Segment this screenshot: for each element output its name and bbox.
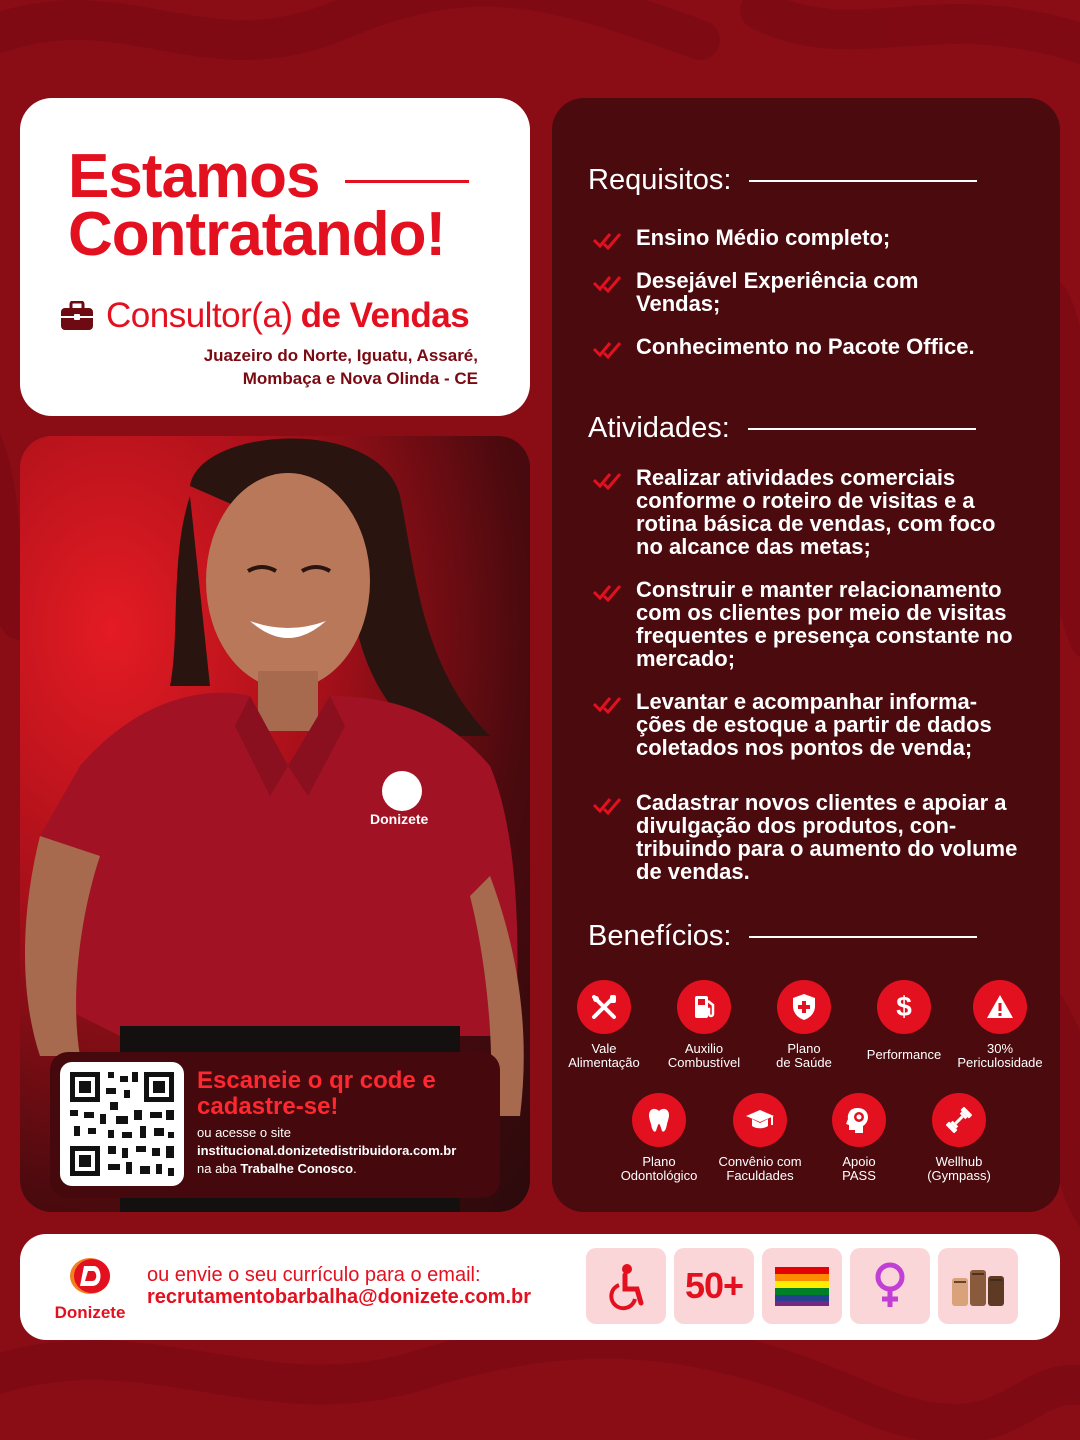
list-item — [592, 791, 1026, 883]
raised-fists-icon — [948, 1264, 1008, 1308]
double-check-icon — [592, 230, 622, 250]
benefit-label: Auxilio Combustível — [667, 1041, 741, 1070]
role-title: de Vendas — [300, 296, 470, 335]
list-item — [592, 335, 1052, 358]
tooth-icon — [643, 1104, 675, 1136]
role-prefix: Consultor(a) — [106, 296, 293, 335]
double-check-icon — [592, 694, 622, 714]
health-shield-icon — [788, 991, 820, 1023]
list-item — [592, 578, 1052, 670]
requirement-text: Conhecimento no Pacote Office. — [636, 334, 975, 359]
donizete-logo-icon — [66, 1256, 114, 1296]
benefit-apoio-pass — [804, 1093, 914, 1183]
headline-rule — [345, 180, 469, 183]
activities-rule — [748, 428, 976, 430]
benefits-title: Benefícios: — [588, 920, 732, 952]
qr-sub-prefix: na aba — [197, 1161, 241, 1176]
headline-line1: Estamos — [68, 142, 320, 211]
utensils-icon — [588, 991, 620, 1023]
list-item — [592, 226, 1052, 249]
qr-title-line2: cadastre-se! — [197, 1093, 339, 1120]
list-item — [592, 269, 966, 315]
qr-title — [197, 1068, 487, 1120]
qr-code[interactable] — [60, 1062, 184, 1186]
dollar-icon — [888, 991, 920, 1023]
benefit-plano-odontologico — [604, 1093, 714, 1183]
benefit-label: Plano Odontológico — [620, 1154, 698, 1183]
warning-icon — [984, 991, 1016, 1023]
female-symbol-icon — [870, 1261, 910, 1311]
age-50-text: 50+ — [684, 1265, 744, 1306]
benefit-vale-alimentacao — [549, 980, 659, 1070]
headline-line2: Contratando! — [68, 200, 446, 269]
locations-line1: Juazeiro do Norte, Iguatu, Assaré, — [203, 346, 478, 365]
benefit-label: Plano de Saúde — [776, 1041, 832, 1070]
list-item — [592, 466, 996, 558]
women-badge — [850, 1248, 930, 1324]
site-link[interactable]: institucional.donizetedistribuidora.com.br — [197, 1143, 457, 1158]
email-address[interactable]: recrutamentobarbalha@donizete.com.br — [147, 1286, 532, 1308]
accessibility-icon — [601, 1261, 651, 1311]
pride-badge — [762, 1248, 842, 1324]
benefit-periculosidade — [945, 980, 1055, 1070]
requirements-rule — [749, 180, 977, 182]
requirement-text: Ensino Médio completo; — [636, 225, 891, 250]
qr-instructions — [197, 1124, 497, 1178]
logo-text: Donizete — [54, 1303, 126, 1322]
activity-text: Levantar e acompanhar informa-ções de estoque a partir de dados coletados nos pontos de venda; — [636, 689, 992, 760]
qr-sub-line1: ou acesse o site — [197, 1125, 291, 1140]
activities-heading — [588, 412, 976, 445]
double-check-icon — [592, 470, 622, 490]
benefit-convenio-faculdades — [705, 1093, 815, 1183]
requirement-text: Desejável Experiência com Vendas; — [636, 268, 919, 316]
activity-text: Realizar atividades comerciais conforme o roteiro de visitas e a rotina básica de vendas, com foco no alcance das metas; — [636, 465, 996, 559]
requirements-heading — [588, 164, 977, 197]
activity-text: Cadastrar novos clientes e apoiar a divulgação dos produtos, con-tribuindo para o aumento do volume de vendas. — [636, 790, 1018, 884]
locations-line2: Mombaça e Nova Olinda - CE — [242, 369, 478, 388]
diversity-badge — [938, 1248, 1018, 1324]
qr-sub-suffix: . — [353, 1161, 357, 1176]
benefit-label: 30% Periculosidade — [957, 1041, 1043, 1070]
page-title — [68, 142, 469, 269]
double-check-icon — [592, 795, 622, 815]
shirt-logo-text: Donizete — [370, 811, 429, 827]
qr-card — [50, 1052, 500, 1198]
activity-text: Construir e manter relacionamento com os clientes por meio de visitas frequentes e presença constante no mercado; — [636, 577, 1013, 671]
benefit-performance — [849, 980, 959, 1062]
benefit-label: Apoio PASS — [842, 1154, 876, 1183]
benefits-rule — [749, 936, 977, 938]
accessibility-badge — [586, 1248, 666, 1324]
benefit-label: Vale Alimentação — [568, 1041, 640, 1070]
dumbbell-icon — [943, 1104, 975, 1136]
tab-name: Trabalhe Conosco — [240, 1161, 354, 1176]
list-item — [592, 690, 1026, 759]
double-check-icon — [592, 273, 622, 293]
benefit-label: Performance — [866, 1047, 942, 1062]
donizete-logo — [50, 1256, 130, 1320]
svg-text:$: $ — [896, 991, 912, 1022]
activities-list — [592, 466, 1052, 883]
pride-flag-icon — [773, 1265, 831, 1307]
requirements-title: Requisitos: — [588, 164, 732, 196]
activities-title: Atividades: — [588, 412, 730, 444]
double-check-icon — [592, 582, 622, 602]
fuel-pump-icon — [688, 991, 720, 1023]
benefit-auxilio-combustivel — [649, 980, 759, 1070]
qr-title-line1: Escaneie o qr code e — [197, 1067, 436, 1094]
double-check-icon — [592, 339, 622, 359]
locations — [204, 344, 478, 390]
briefcase-icon — [60, 301, 94, 331]
email-intro: ou envie o seu currículo para o email: — [147, 1264, 481, 1286]
graduation-cap-icon — [744, 1104, 776, 1136]
benefit-wellhub — [904, 1093, 1014, 1183]
job-role — [60, 296, 469, 336]
qr-code-icon — [60, 1062, 184, 1186]
benefit-label: Convênio com Faculdades — [718, 1154, 802, 1183]
mind-support-icon — [843, 1104, 875, 1136]
benefit-label: Wellhub (Gympass) — [927, 1154, 991, 1183]
requirements-list — [592, 226, 1052, 378]
age-50-badge — [674, 1248, 754, 1324]
benefits-heading — [588, 920, 977, 953]
benefit-plano-saude — [749, 980, 859, 1070]
